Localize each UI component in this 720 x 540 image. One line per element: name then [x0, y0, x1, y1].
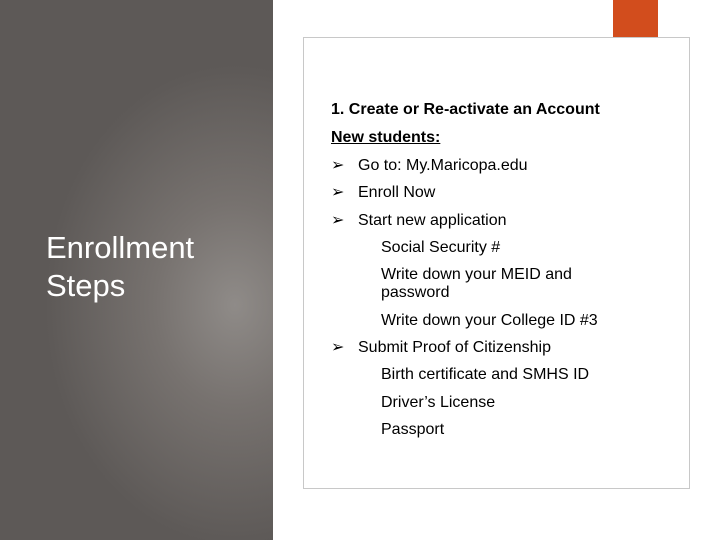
section-heading: 1. Create or Re-activate an Account: [331, 101, 600, 118]
college-id-text: Write down your College ID #3: [381, 312, 598, 329]
slide-title-line-1: Enrollment: [46, 230, 195, 265]
arrow-bullet-icon: ➢: [331, 157, 345, 174]
drivers-license-text: Driver’s License: [381, 394, 496, 411]
arrow-bullet-icon: ➢: [331, 339, 345, 356]
social-security-text: Social Security #: [381, 239, 501, 256]
go-to-maricopa-text: Go to: My.Maricopa.edu: [358, 157, 528, 174]
arrow-bullet-icon: ➢: [331, 212, 345, 229]
new-students-label: New students:: [331, 129, 441, 146]
arrow-bullet-icon: ➢: [331, 184, 345, 201]
passport-text: Passport: [381, 421, 445, 438]
slide-title-line-2: Steps: [46, 268, 126, 303]
citizenship-text: Submit Proof of Citizenship: [358, 339, 551, 356]
slide-title: [46, 229, 194, 305]
enroll-now-text: Enroll Now: [358, 184, 436, 201]
new-students-heading: [331, 129, 440, 147]
start-application-text: Start new application: [358, 212, 507, 229]
meid-password-line-2: password: [381, 284, 450, 301]
meid-password-line-1: Write down your MEID and: [381, 266, 572, 283]
birth-certificate-text: Birth certificate and SMHS ID: [381, 366, 590, 383]
